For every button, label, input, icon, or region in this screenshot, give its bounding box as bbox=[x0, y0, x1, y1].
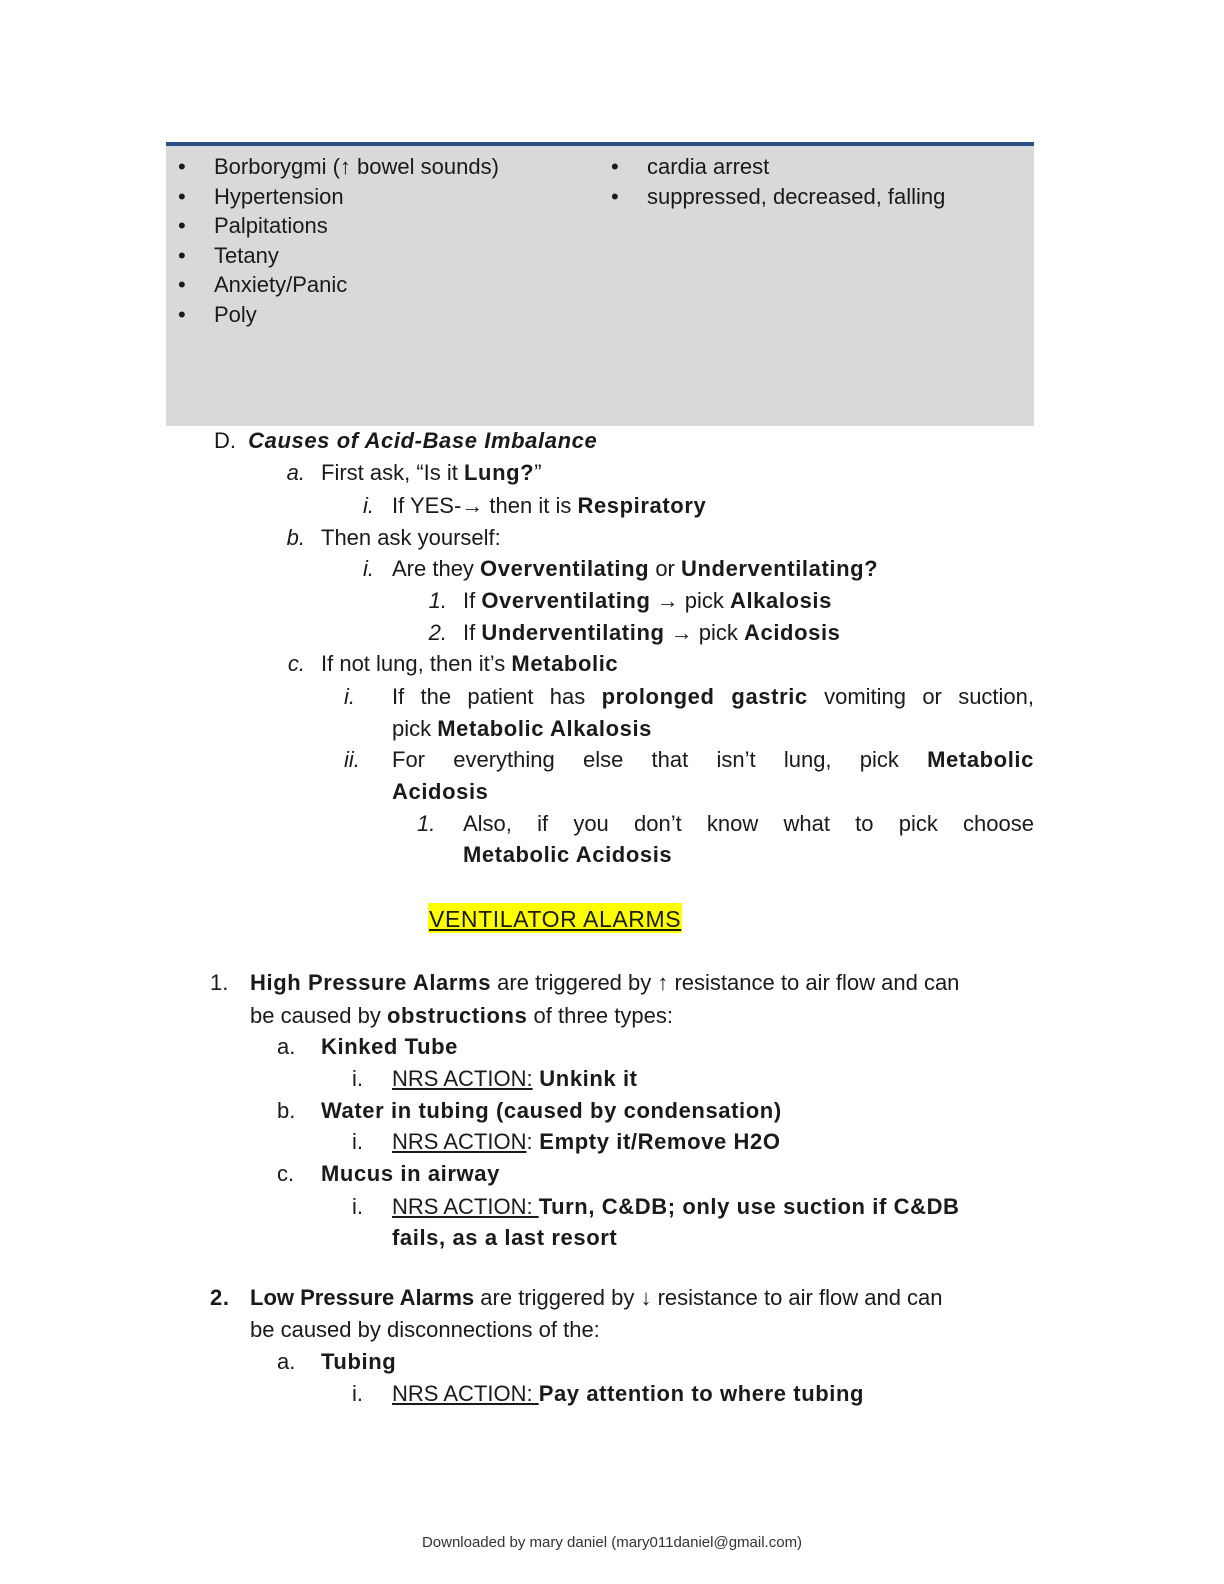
outline-marker: D. bbox=[214, 428, 236, 453]
section-heading: Causes of Acid-Base Imbalance bbox=[248, 428, 598, 453]
outline-item-c-ii: ii. For everything else that isn’t lung, pick Metabolic bbox=[344, 747, 1034, 772]
symptom-table bbox=[166, 142, 1034, 426]
bullet-icon: • bbox=[178, 154, 186, 179]
list-item: • Anxiety/Panic bbox=[178, 270, 499, 300]
outline-item-b-i: i. Are they Overventilating or Underventilating? bbox=[363, 556, 879, 581]
list-item: • Borborygmi (↑ bowel sounds) bbox=[178, 152, 499, 182]
ventilator-alarms-title: VENTILATOR ALARMS bbox=[428, 903, 682, 933]
outline-item-c-ii-1: 1. Also, if you don’t know what to pick choose bbox=[417, 811, 1034, 836]
bullet-icon: • bbox=[611, 183, 619, 209]
list-item: • Poly bbox=[178, 300, 499, 330]
outline-item-b-i-2: 2. If Underventilating → pick Acidosis bbox=[428, 620, 841, 645]
list-item: • Palpitations bbox=[178, 211, 499, 241]
low-pressure-item-cont: be caused by disconnections of the: bbox=[250, 1317, 600, 1342]
outline-item-c: c. If not lung, then it’s Metabolic bbox=[287, 651, 619, 676]
tubing-action: i. NRS ACTION: Pay attention to where tubing bbox=[352, 1381, 865, 1406]
outline-item-c-ii-1-cont: Metabolic Acidosis bbox=[463, 842, 673, 867]
tubing-item: a. Tubing bbox=[277, 1349, 397, 1374]
list-item: • suppressed, decreased, falling bbox=[611, 182, 945, 212]
mucus-item: c. Mucus in airway bbox=[277, 1161, 500, 1186]
bullet-icon: • bbox=[178, 272, 186, 297]
bullet-icon: • bbox=[178, 242, 186, 268]
outline-item-b: b. Then ask yourself: bbox=[286, 525, 501, 550]
high-pressure-item-cont: be caused by obstructions of three types: bbox=[250, 1003, 673, 1028]
outline-item-c-ii-cont: Acidosis bbox=[392, 779, 489, 804]
outline-item-c-i: i. If the patient has prolonged gastric vomiting or suction, bbox=[344, 684, 1035, 709]
kinked-tube-item: a. Kinked Tube bbox=[277, 1034, 458, 1059]
download-footer: Downloaded by mary daniel (mary011daniel@gmail.com) bbox=[421, 1534, 803, 1551]
high-pressure-item: 1. High Pressure Alarms are triggered by ↑ resistance to air flow and can bbox=[210, 970, 960, 995]
water-in-tubing-item: b. Water in tubing (caused by condensation) bbox=[277, 1098, 782, 1123]
mucus-action: i. NRS ACTION: Turn, C&DB; only use suction if C&DB bbox=[352, 1194, 960, 1219]
water-in-tubing-action: i. NRS ACTION: Empty it/Remove H2O bbox=[352, 1129, 781, 1154]
list-item: • Hypertension bbox=[178, 182, 499, 212]
list-item: • Tetany bbox=[178, 241, 499, 271]
bullet-icon: • bbox=[178, 301, 186, 327]
causes-heading bbox=[214, 425, 597, 457]
low-pressure-item: 2. Low Pressure Alarms are triggered by ↓ resistance to air flow and can bbox=[210, 1285, 943, 1310]
left-symptom-list bbox=[178, 152, 499, 329]
list-item: • cardia arrest bbox=[611, 152, 945, 182]
bullet-icon: • bbox=[178, 213, 186, 238]
bullet-icon: • bbox=[178, 183, 186, 209]
outline-item-a-i: i. If YES-→ then it is Respiratory bbox=[363, 493, 707, 518]
right-symptom-list bbox=[611, 152, 945, 211]
outline-item-b-i-1: 1. If Overventilating → pick Alkalosis bbox=[428, 588, 832, 613]
mucus-action-cont: fails, as a last resort bbox=[392, 1225, 618, 1250]
bullet-icon: • bbox=[611, 154, 619, 179]
outline-item-c-i-cont: pick Metabolic Alkalosis bbox=[392, 716, 653, 741]
outline-item-a: a. First ask, “Is it Lung?” bbox=[286, 460, 542, 485]
kinked-tube-action: i. NRS ACTION: Unkink it bbox=[352, 1066, 638, 1091]
